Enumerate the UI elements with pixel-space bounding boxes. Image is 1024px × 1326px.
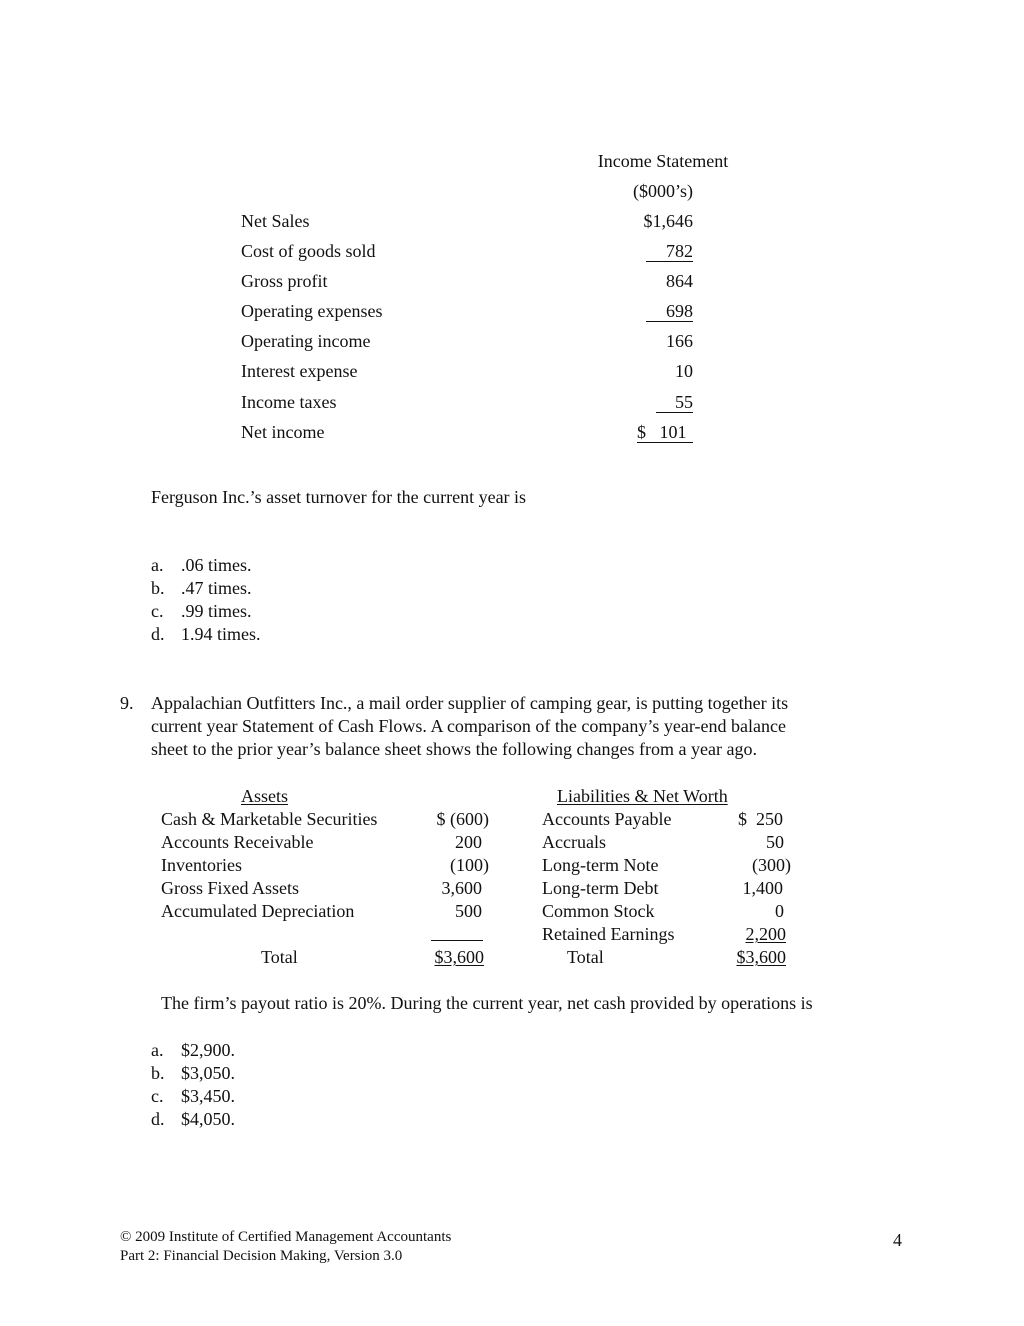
option-letter: a. (151, 1040, 164, 1060)
assets-total-value: $3,600 (434, 947, 484, 967)
liabilities-total-label: Total (567, 947, 604, 967)
row-label-income-taxes: Income taxes (241, 392, 337, 412)
option-letter: c. (151, 601, 164, 621)
question-9-number: 9. (120, 693, 134, 713)
asset-value: 200 (455, 832, 482, 852)
row-label-cogs: Cost of goods sold (241, 241, 376, 261)
liability-value: 2,200 (745, 924, 786, 944)
option-letter: d. (151, 624, 165, 644)
liability-label: Long-term Debt (542, 878, 659, 898)
asset-value: (100) (450, 855, 489, 875)
option-text: $4,050. (181, 1109, 235, 1129)
option-text: .99 times. (181, 601, 252, 621)
option-text: .47 times. (181, 578, 252, 598)
option-text: $2,900. (181, 1040, 235, 1060)
row-value-cogs: 782 (646, 242, 693, 262)
liabilities-total-value: $3,600 (736, 947, 786, 967)
row-label-interest-expense: Interest expense (241, 361, 358, 381)
row-value-net-sales: $1,646 (643, 211, 693, 231)
row-label-net-income: Net income (241, 422, 325, 442)
question-9-stem-line-3: sheet to the prior year’s balance sheet shows the following changes from a year ago. (151, 739, 757, 759)
question-9-stem-line-2: current year Statement of Cash Flows. A comparison of the company’s year-end balance (151, 716, 786, 736)
assets-subtotal-rule (431, 940, 483, 941)
liability-value: 50 (766, 832, 784, 852)
asset-label: Accounts Receivable (161, 832, 314, 852)
row-value-net-income: $ 101 (637, 423, 693, 443)
option-letter: a. (151, 555, 164, 575)
page-number: 4 (893, 1230, 902, 1250)
option-text: 1.94 times. (181, 624, 261, 644)
liability-value: (300) (752, 855, 791, 875)
option-letter: d. (151, 1109, 165, 1129)
liability-value: $ 250 (738, 809, 783, 829)
option-letter: b. (151, 578, 165, 598)
income-statement-title: Income Statement (597, 151, 729, 171)
option-text: $3,450. (181, 1086, 235, 1106)
option-text: .06 times. (181, 555, 252, 575)
asset-value: 3,600 (441, 878, 482, 898)
liability-label: Common Stock (542, 901, 655, 921)
row-label-operating-income: Operating income (241, 331, 371, 351)
row-value-operating-expenses: 698 (646, 302, 693, 322)
row-value-income-taxes: 55 (656, 393, 693, 413)
question-9-followup: The firm’s payout ratio is 20%. During the current year, net cash provided by operations is (161, 993, 813, 1013)
row-value-gross-profit: 864 (666, 271, 693, 291)
liability-value: 0 (775, 901, 784, 921)
question-9-stem-line-1: Appalachian Outfitters Inc., a mail order supplier of camping gear, is putting together its (151, 693, 789, 713)
liability-label: Accruals (542, 832, 606, 852)
row-label-net-sales: Net Sales (241, 211, 310, 231)
row-label-operating-expenses: Operating expenses (241, 301, 383, 321)
option-text: $3,050. (181, 1063, 235, 1083)
asset-label: Inventories (161, 855, 242, 875)
liability-value: 1,400 (742, 878, 783, 898)
assets-header: Assets (241, 786, 289, 806)
asset-value: $ (600) (436, 809, 489, 829)
asset-label: Gross Fixed Assets (161, 878, 300, 898)
assets-total-label: Total (261, 947, 298, 967)
question-8-stem: Ferguson Inc.’s asset turnover for the current year is (151, 487, 527, 507)
liabilities-header: Liabilities & Net Worth (557, 786, 728, 806)
option-letter: c. (151, 1086, 164, 1106)
option-letter: b. (151, 1063, 165, 1083)
row-value-operating-income: 166 (666, 331, 693, 351)
footer-part: Part 2: Financial Decision Making, Version 3.0 (120, 1248, 403, 1264)
row-label-gross-profit: Gross profit (241, 271, 328, 291)
asset-label: Cash & Marketable Securities (161, 809, 378, 829)
asset-label: Accumulated Depreciation (161, 901, 355, 921)
liability-label: Accounts Payable (542, 809, 672, 829)
income-statement-units: ($000’s) (633, 181, 693, 201)
liability-label: Long-term Note (542, 855, 659, 875)
footer-copyright: © 2009 Institute of Certified Management Accountants (120, 1229, 452, 1245)
asset-value: 500 (455, 901, 482, 921)
liability-label: Retained Earnings (542, 924, 675, 944)
row-value-interest-expense: 10 (675, 361, 693, 381)
